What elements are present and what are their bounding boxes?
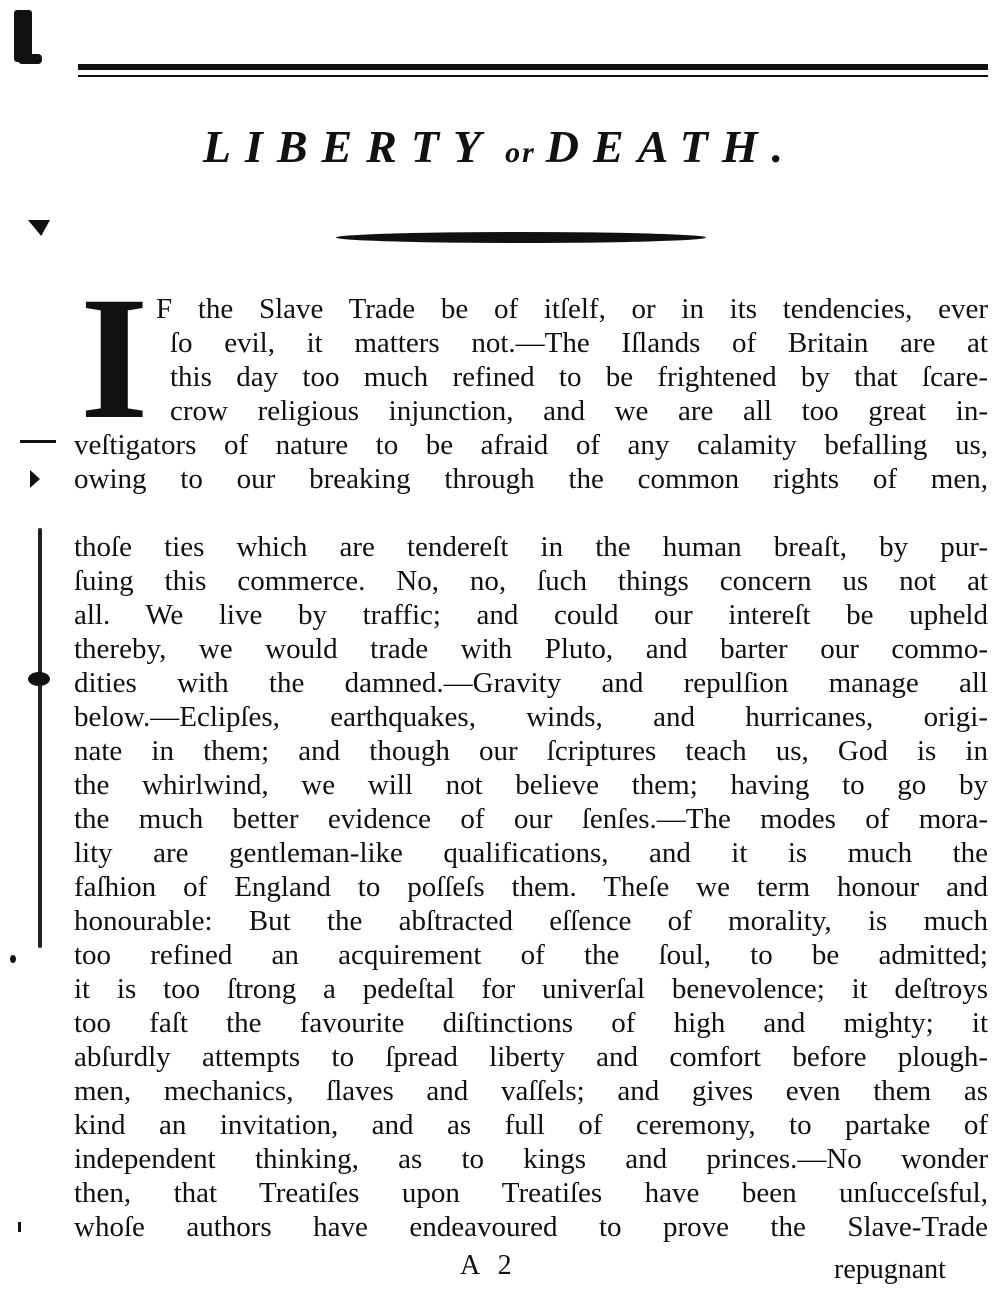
text-line: independent thinking, as to kings and princes.—No wonder (74, 1143, 988, 1175)
text-line: ſuing this commerce. No, no, ſuch things concern us not at (74, 565, 988, 597)
margin-ink-mark (30, 470, 40, 488)
margin-ink-mark (28, 672, 50, 686)
margin-ink-mark (18, 1222, 21, 1232)
text-line: faſhion of England to poſſeſs them. Theſe we term honour and (74, 871, 988, 903)
text-line: dities with the damned.—Gravity and repulſion manage all (74, 667, 988, 699)
title-or: or (505, 136, 536, 169)
text-line: below.—Eclipſes, earthquakes, winds, and hurricanes, origi- (74, 701, 988, 733)
header-rule-thin (78, 75, 988, 77)
text-line: thereby, we would trade with Pluto, and barter our commo- (74, 633, 988, 665)
text-line: then, that Treatiſes upon Treatiſes have been unſucceſsful, (74, 1177, 988, 1209)
text-line: whoſe authors have endeavoured to prove the Slave-Trade (74, 1211, 988, 1243)
ornamental-swell-rule (336, 232, 706, 243)
drop-cap: I (80, 261, 149, 456)
margin-ink-mark (20, 440, 56, 443)
text-line: lity are gentleman-like qualifications, and it is much the (74, 837, 988, 869)
text-line: all. We live by traffic; and could our intereſt be upheld (74, 599, 988, 631)
text-line: ſo evil, it matters not.—The Iſlands of Britain are at (170, 327, 988, 359)
title-death: DEATH. (545, 121, 798, 172)
margin-ink-mark (18, 54, 42, 64)
text-line: veſtigators of nature to be afraid of any calamity befalling us, (74, 429, 988, 461)
text-line: too refined an acquirement of the ſoul, to be admitted; (74, 939, 988, 971)
text-line: abſurdly attempts to ſpread liberty and comfort before plough- (74, 1041, 988, 1073)
text-line: thoſe ties which are tendereſt in the human breaſt, by pur- (74, 531, 988, 563)
text-line: crow religious injunction, and we are all too great in- (170, 395, 988, 427)
margin-ink-mark (28, 220, 50, 236)
text-line: too faſt the favourite diſtinctions of high and mighty; it (74, 1007, 988, 1039)
text-line: this day too much refined to be frightened by that ſcare- (170, 361, 988, 393)
margin-ink-mark (10, 955, 16, 963)
text-line: nate in them; and though our ſcriptures teach us, God is in (74, 735, 988, 767)
text-line: the much better evidence of our ſenſes.—The modes of mora- (74, 803, 988, 835)
page-title (0, 120, 1000, 173)
text-line: owing to our breaking through the common rights of men, (74, 463, 988, 495)
margin-rule (38, 528, 42, 948)
header-rule-thick (78, 64, 988, 70)
catchword: repugnant (834, 1254, 946, 1285)
text-line: the whirlwind, we will not believe them; having to go by (74, 769, 988, 801)
text-line: kind an invitation, and as full of ceremony, to partake of (74, 1109, 988, 1141)
title-liberty: LIBERTY (202, 121, 496, 172)
text-line: men, mechanics, ſlaves and vaſſels; and gives even them as (74, 1075, 988, 1107)
text-line: honourable: But the abſtracted eſſence of morality, is much (74, 905, 988, 937)
text-line: F the Slave Trade be of itſelf, or in its tendencies, ever (156, 293, 988, 325)
text-line: it is too ſtrong a pedeſtal for univerſal benevolence; it deſtroys (74, 973, 988, 1005)
signature-mark: A 2 (460, 1250, 518, 1281)
